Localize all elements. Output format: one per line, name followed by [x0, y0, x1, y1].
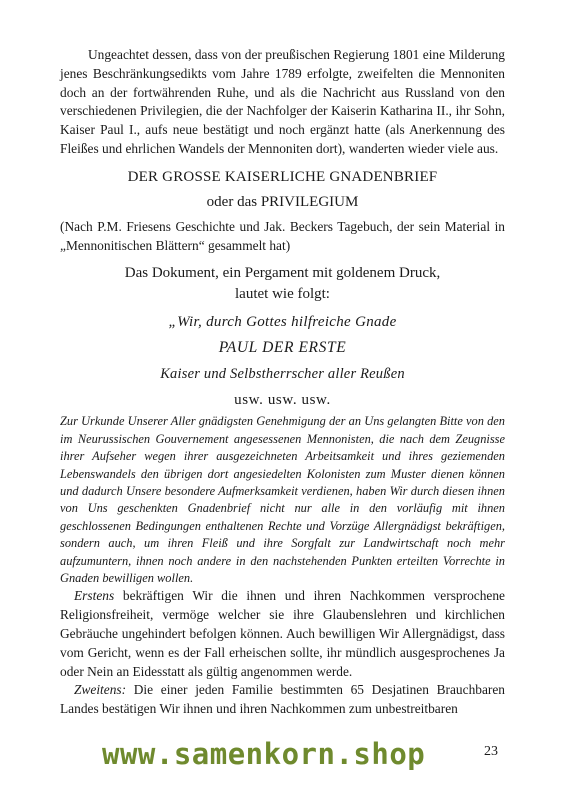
heading-privilegium: oder das PRIVILEGIUM — [206, 193, 359, 210]
emperor-title: Kaiser und Selbstherrscher aller Reußen — [160, 366, 405, 383]
quote-opening: „Wir, durch Gottes hilfreiche Gnade — [168, 314, 397, 331]
zweitens-text: Die einer jeden Familie bestimmten 65 Desjatinen Brauchbaren Landes bestätigen Wir ihnen und ihren Nachkommen zum unbestreitbaren — [60, 682, 505, 717]
decree-italic-paragraph: Zur Urkunde Unserer Aller gnädigsten Genehmigung der an Uns gelangten Bitte von den im Neurussischen Gouvernement angesessenen Mennonisten, die nach dem Zeugnisse ihrer Aufseher wegen ihrer ausgezeichneten Arbeitsamkeit und ihres geziemenden Lebenswandels den übrigen dort angesiedelten Kolonisten zum Muster dienen können und dadurch Unsere besondere Aufmerksamkeit verdienen, haben Wir durch diesen ihnen von Uns geschenkten Gnadenbrief nicht nur alle in den vorläufig mit ihnen geschlossenen Bedingungen enthaltenen Rechte und Vorzüge Allergnädigst bekräftigen, sondern auch, um ihren Fleiß und ihre Sorgfalt zur Landwirtschaft noch mehr aufzumuntern, ihnen noch andere in den nachstehenden Punkten erteilten Vorrechte in Gnaden bewilligen wollen. — [60, 414, 505, 586]
document-description — [60, 263, 505, 305]
intro-paragraph: Ungeachtet dessen, dass von der preußischen Regierung 1801 eine Milderung jenes Beschränkungsedikts vom Jahre 1789 erfolgte, zweifelten die Mennoniten doch an der fortwährenden Ruhe, und als die Nachricht aus Russland von den verschiedenen Privilegien, die der Nachfolger der Kaiserin Katharina II., ihr Sohn, Kaiser Paul I., aufs neue bestätigt und noch ergänzt hatte (als Anerkennung des Fleißes und ehrlichen Wandels der Mennoniten dort), wanderten wieder viele aus. — [60, 47, 505, 156]
erstens-lead: Erstens — [74, 588, 115, 604]
erstens-paragraph — [60, 587, 505, 681]
source-note: (Nach P.M. Friesens Geschichte und Jak. Beckers Tagebuch, der sein Material in „Mennonitischen Blättern“ gesammelt hat) — [60, 218, 505, 253]
zweitens-lead: Zweitens: — [74, 682, 127, 698]
document-line-2: lautet wie folgt: — [235, 286, 330, 303]
usw-line: usw. usw. usw. — [234, 392, 331, 409]
erstens-text: bekräftigen Wir die ihnen und ihren Nachkommen versprochene Religionsfreiheit, vermöge welcher sie ihre Glaubenslehren und kirchlichen Gebräuche ungehindert befolgen können. Auch bewilligen Wir Allergnädigst, dass vom Gericht, wenn es der Fall erheischen sollte, ihr mündlich ausgesprochenes Ja oder Nein an Eidesstatt als gültig angenommen werde. — [60, 588, 505, 679]
book-page — [60, 46, 505, 719]
zweitens-paragraph — [60, 681, 505, 719]
footer-url-watermark: www.samenkorn.shop — [102, 737, 426, 771]
page-number: 23 — [484, 744, 498, 759]
emperor-name: PAUL DER ERSTE — [218, 339, 347, 357]
document-line-1: Das Dokument, ein Pergament mit goldenem Druck, — [124, 265, 441, 282]
heading-gnadenbrief: DER GROSSE KAISERLICHE GNADENBRIEF — [127, 168, 438, 185]
